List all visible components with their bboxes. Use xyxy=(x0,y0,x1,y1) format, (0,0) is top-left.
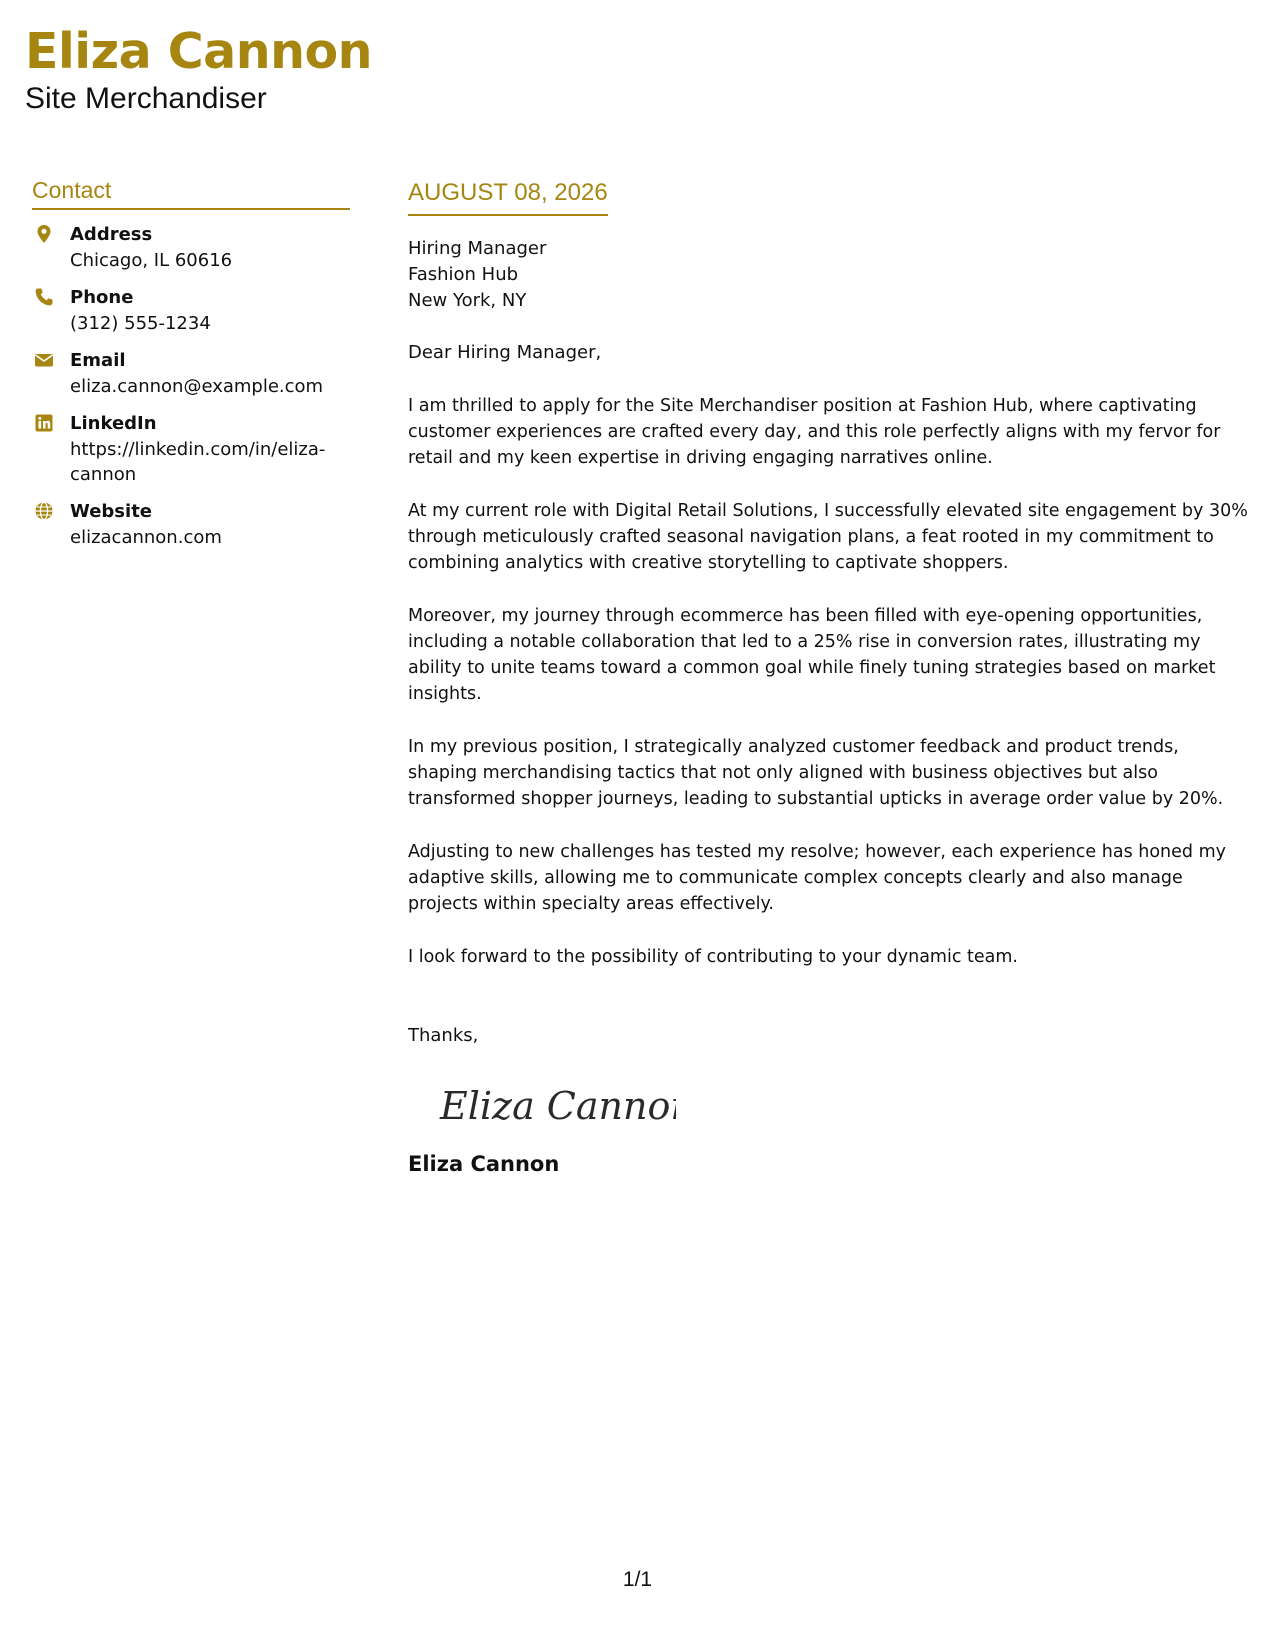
contact-value: Chicago, IL 60616 xyxy=(70,250,233,271)
contact-item-linkedin xyxy=(32,411,350,487)
contact-item-email xyxy=(32,348,350,399)
contact-label: LinkedIn xyxy=(70,413,157,434)
contact-label: Website xyxy=(70,501,153,522)
recipient-line: New York, NY xyxy=(408,290,527,311)
body-paragraph: At my current role with Digital Retail Solutions, I successfully elevated site engagement by 30% through meticulously crafted seasonal navigation plans, a feat rooted in my commitment to combining analytics with creative storytelling to captivate shoppers. xyxy=(408,501,1248,573)
handwritten-signature xyxy=(436,1077,676,1137)
applicant-name: Eliza Cannon xyxy=(25,23,373,80)
contact-item-phone xyxy=(32,285,350,336)
contact-value: (312) 555-1234 xyxy=(70,313,211,334)
body-paragraph: In my previous position, I strategically analyzed customer feedback and product trends, shaping merchandising tactics that not only aligned with business objectives but also transformed shopper journeys, leading to substantial upticks in average order value by 20%. xyxy=(408,737,1224,809)
contact-item-website xyxy=(32,499,350,550)
contact-sidebar xyxy=(32,176,350,562)
recipient-line: Hiring Manager xyxy=(408,238,547,259)
contact-value: https://linkedin.com/in/eliza-cannon xyxy=(70,439,326,485)
contact-label: Phone xyxy=(70,287,134,308)
globe-icon xyxy=(34,501,54,521)
signer-name: Eliza Cannon xyxy=(408,1152,560,1176)
body-paragraph: I am thrilled to apply for the Site Merchandiser position at Fashion Hub, where captivating customer experiences are crafted every day, and this role perfectly aligns with my fervor for retail and my keen expertise in driving engaging narratives online. xyxy=(408,396,1221,468)
salutation: Dear Hiring Manager, xyxy=(408,342,602,363)
recipient-block xyxy=(408,236,1248,314)
signature-text: Eliza Cannon xyxy=(440,1084,676,1128)
page-number: 1/1 xyxy=(622,1568,653,1591)
contact-label: Email xyxy=(70,350,126,371)
linkedin-icon xyxy=(34,413,54,433)
phone-icon xyxy=(34,287,54,307)
date-block xyxy=(408,178,608,216)
envelope-icon xyxy=(34,350,54,370)
body-paragraph: Moreover, my journey through ecommerce has been filled with eye-opening opportunities, including a notable collaboration that led to a 25% rise in conversion rates, illustrating my ability to unite teams toward a common goal while finely tuning strategies based on market insights. xyxy=(408,606,1216,704)
contact-heading: Contact xyxy=(32,176,350,210)
header xyxy=(25,22,372,116)
recipient-line: Fashion Hub xyxy=(408,264,519,285)
contact-label: Address xyxy=(70,224,153,245)
job-title: Site Merchandiser xyxy=(25,82,267,115)
letter-date: AUGUST 08, 2026 xyxy=(408,179,608,206)
body-paragraph: Adjusting to new challenges has tested my resolve; however, each experience has honed my adaptive skills, allowing me to communicate complex concepts clearly and also manage projects within specialty areas effectively. xyxy=(408,842,1226,914)
contact-value: elizacannon.com xyxy=(70,527,222,548)
closing: Thanks, xyxy=(408,1025,479,1046)
body-paragraph: I look forward to the possibility of contributing to your dynamic team. xyxy=(408,947,1018,967)
contact-value: eliza.cannon@example.com xyxy=(70,376,324,397)
letter-body xyxy=(408,178,1248,1178)
contact-item-address xyxy=(32,222,350,273)
contact-list xyxy=(32,222,350,550)
map-pin-icon xyxy=(34,224,54,244)
